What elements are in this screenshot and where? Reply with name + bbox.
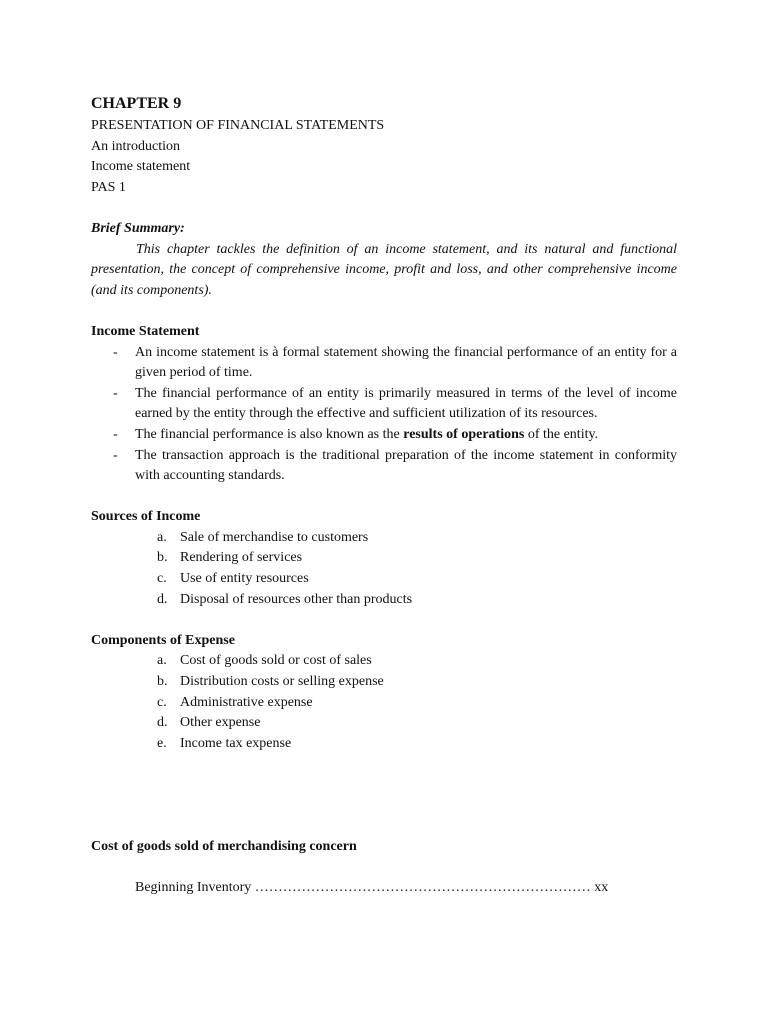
cogs-heading: Cost of goods sold of merchandising concern — [91, 838, 357, 854]
list-marker: c. — [157, 694, 167, 710]
list-item — [91, 548, 677, 569]
chapter-subtitle-introduction: An introduction — [91, 138, 181, 154]
chapter-title: CHAPTER 9 — [91, 95, 182, 112]
spacer — [91, 487, 677, 508]
income-statement-bullets — [91, 343, 677, 487]
brief-summary-text: This chapter tackles the definition of an income statement, and its natural and functional presentation, the concept of comprehensive income, profit and loss, and other comprehensive income (and its components). — [91, 241, 677, 298]
bullet-marker: - — [113, 385, 118, 401]
list-marker: d. — [157, 591, 168, 607]
bullet-item — [91, 425, 677, 446]
bullet-text: The transaction approach is the traditional preparation of the income statement in conformity with accounting standards. — [135, 447, 677, 484]
spacer — [91, 610, 677, 631]
bullet-marker: - — [113, 426, 118, 442]
bullet-item — [91, 384, 677, 425]
document-page — [91, 92, 677, 899]
chapter-subtitle-standard: PAS 1 — [91, 179, 126, 195]
list-marker: a. — [157, 529, 167, 545]
list-marker: c. — [157, 571, 167, 587]
spacer — [91, 857, 677, 878]
list-item — [91, 693, 677, 714]
list-item — [91, 528, 677, 549]
chapter-subtitle-income-statement: Income statement — [91, 159, 191, 175]
spacer — [91, 754, 677, 775]
results-of-operations-term: results of operations — [403, 426, 525, 442]
list-item-text: Rendering of services — [180, 550, 303, 566]
list-item — [91, 734, 677, 755]
spacer — [91, 796, 677, 817]
list-marker: b. — [157, 674, 168, 690]
list-item-text: Disposal of resources other than products — [180, 591, 413, 607]
list-item-text: Cost of goods sold or cost of sales — [180, 653, 372, 669]
list-item-text: Distribution costs or selling expense — [180, 674, 384, 690]
bullet-text: An income statement is à formal statement showing the financial performance of an entity for a given period of time. — [135, 344, 677, 381]
list-item-text: Use of entity resources — [180, 571, 309, 587]
beginning-inventory-line: Beginning Inventory ……………………………………………………………… xx — [135, 879, 609, 895]
spacer — [91, 301, 677, 322]
list-item — [91, 713, 677, 734]
income-statement-heading: Income Statement — [91, 323, 200, 339]
bullet-text: The financial performance of an entity is primarily measured in terms of the level of income earned by the entity through the effective and sufficient utilization of its resources. — [135, 385, 677, 422]
brief-summary-heading: Brief Summary: — [91, 220, 185, 236]
bullet-text-after: of the entity. — [524, 426, 599, 442]
list-item — [91, 590, 677, 611]
components-of-expense-list — [91, 651, 677, 754]
sources-of-income-list — [91, 528, 677, 610]
list-item-text: Income tax expense — [180, 735, 292, 751]
list-item — [91, 672, 677, 693]
list-marker: e. — [157, 735, 167, 751]
components-of-expense-heading: Components of Expense — [91, 632, 235, 648]
list-item-text: Sale of merchandise to customers — [180, 529, 369, 545]
spacer — [91, 775, 677, 796]
list-marker: d. — [157, 715, 168, 731]
bullet-text-before: The financial performance is also known as the — [135, 426, 404, 442]
chapter-subject: PRESENTATION OF FINANCIAL STATEMENTS — [91, 118, 385, 133]
list-item — [91, 569, 677, 590]
spacer — [91, 816, 677, 837]
list-item — [91, 651, 677, 672]
list-marker: a. — [157, 653, 167, 669]
bullet-marker: - — [113, 344, 118, 360]
list-item-text: Administrative expense — [180, 694, 313, 710]
bullet-marker: - — [113, 447, 118, 463]
sources-of-income-heading: Sources of Income — [91, 509, 201, 525]
bullet-item — [91, 343, 677, 384]
list-item-text: Other expense — [180, 715, 261, 731]
bullet-item — [91, 446, 677, 487]
list-marker: b. — [157, 550, 168, 566]
spacer — [91, 198, 677, 219]
